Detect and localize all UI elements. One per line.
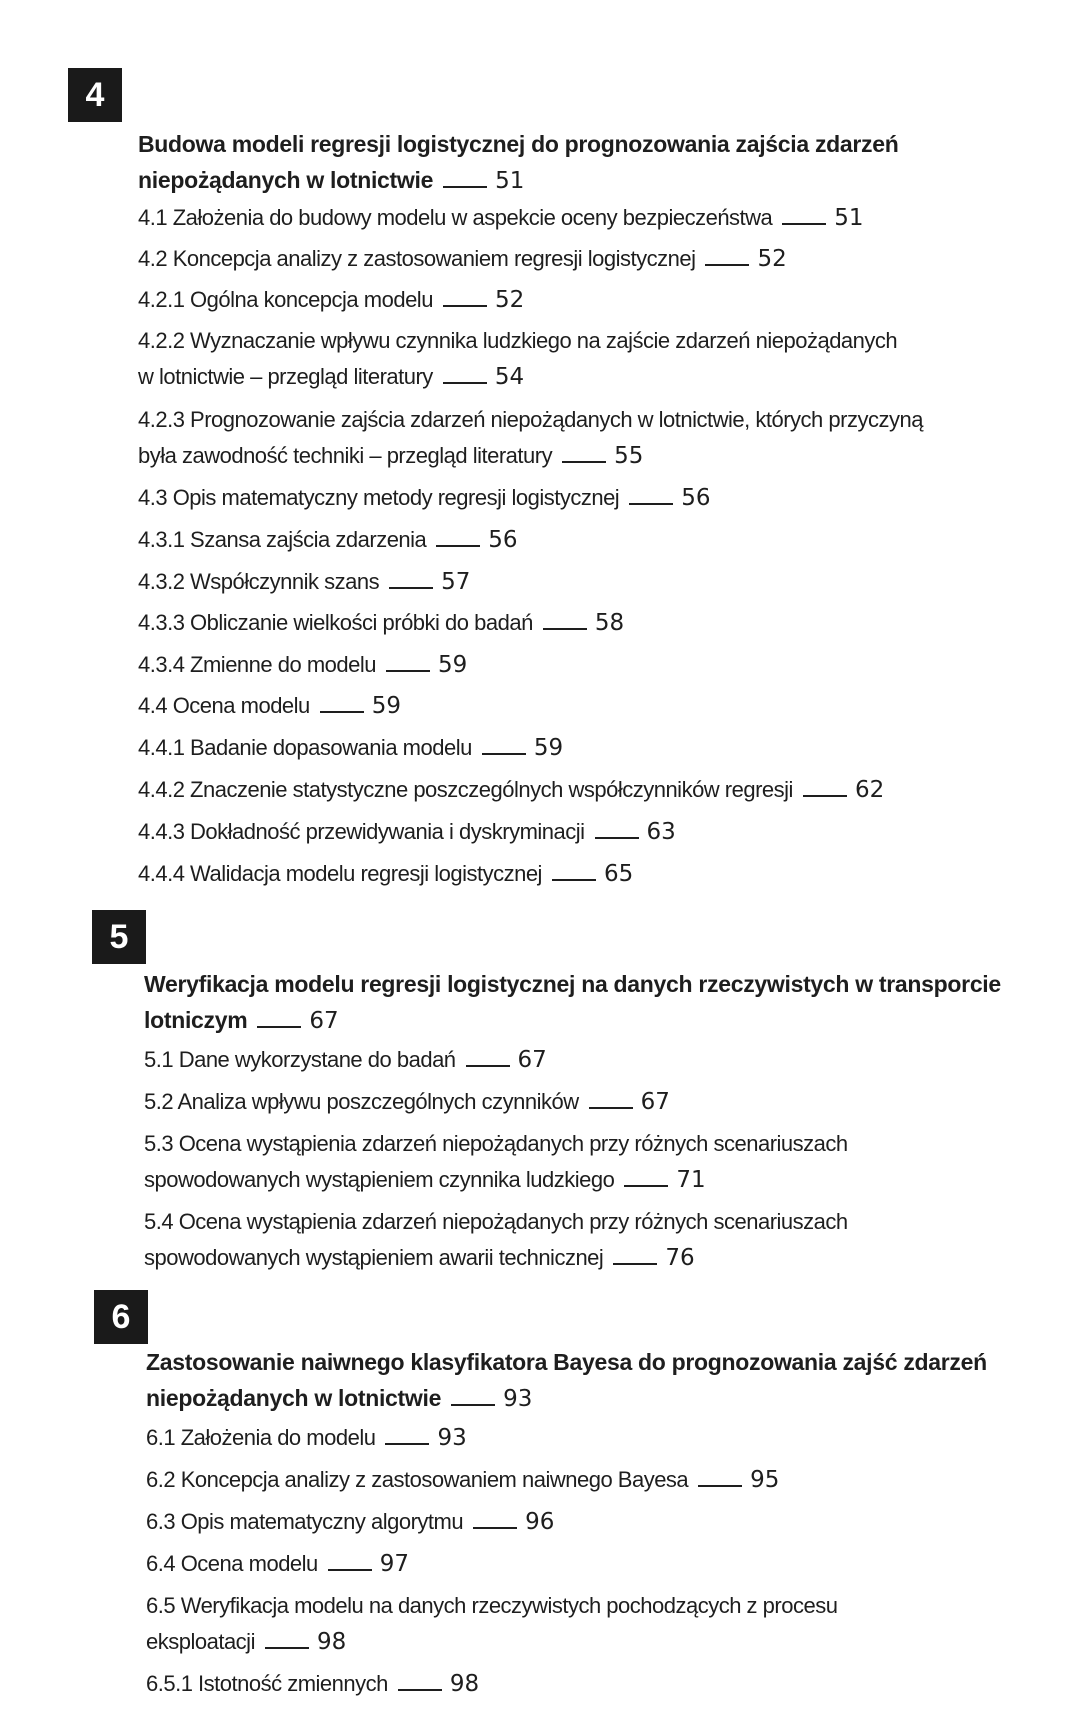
page-number: 67: [640, 1089, 670, 1115]
leader-dash: [265, 1646, 309, 1649]
toc-entry: [138, 688, 401, 724]
page-number: 51: [495, 168, 525, 194]
entry-title: 4.2.3 Prognozowanie zajścia zdarzeń niepożądanych w lotnictwie, których przyczyną: [138, 407, 923, 432]
page-number: 93: [437, 1425, 467, 1451]
entry-title: 4.3.4 Zmienne do modelu: [138, 652, 376, 677]
toc-entry: [138, 323, 897, 395]
page-number: 55: [614, 443, 644, 469]
leader-dash: [473, 1526, 517, 1529]
page-number: 93: [503, 1386, 533, 1412]
page-number: 63: [646, 819, 676, 845]
leader-dash: [589, 1106, 633, 1109]
page-number: 95: [750, 1467, 780, 1493]
heading-line: Budowa modeli regresji logistycznej do prognozowania zajścia zdarzeń: [138, 131, 899, 157]
leader-dash: [482, 752, 526, 755]
entry-title: 5.2 Analiza wpływu poszczególnych czynników: [144, 1089, 579, 1114]
leader-dash: [443, 185, 487, 188]
toc-entry: [138, 564, 470, 600]
page-number: 67: [517, 1047, 547, 1073]
leader-dash: [624, 1184, 668, 1187]
leader-dash: [443, 381, 487, 384]
entry-title: 4.3.2 Współczynnik szans: [138, 569, 380, 594]
toc-entry: [146, 1420, 467, 1456]
toc-entry: [138, 647, 467, 683]
chapter-6-badge: 6: [94, 1290, 148, 1344]
entry-title: 6.5.1 Istotność zmiennych: [146, 1671, 388, 1696]
leader-dash: [436, 544, 480, 547]
entry-title: spowodowanych wystąpieniem czynnika ludzkiego: [144, 1167, 615, 1192]
entry-title: 4.3.3 Obliczanie wielkości próbki do badań: [138, 610, 533, 635]
leader-dash: [257, 1025, 301, 1028]
entry-title: 4.2.1 Ogólna koncepcja modelu: [138, 287, 433, 312]
page-number: 76: [665, 1245, 695, 1271]
heading-line: lotniczym: [144, 1007, 248, 1033]
entry-title: 5.1 Dane wykorzystane do badań: [144, 1047, 456, 1072]
chapter-4-badge: 4: [68, 68, 122, 122]
toc-entry: [138, 200, 864, 236]
toc-entry: [138, 402, 923, 474]
entry-title: eksploatacji: [146, 1629, 255, 1654]
leader-dash: [782, 222, 826, 225]
entry-title: 4.4.2 Znaczenie statystyczne poszczególnych współczynników regresji: [138, 777, 793, 802]
leader-dash: [320, 710, 364, 713]
page-number: 56: [681, 485, 711, 511]
entry-title: w lotnictwie – przegląd literatury: [138, 364, 433, 389]
leader-dash: [629, 502, 673, 505]
toc-entry: [138, 522, 518, 558]
page-number: 71: [676, 1167, 706, 1193]
entry-title: 6.3 Opis matematyczny algorytmu: [146, 1509, 464, 1534]
leader-dash: [385, 1442, 429, 1445]
leader-dash: [705, 263, 749, 266]
leader-dash: [328, 1568, 372, 1571]
entry-title: 6.1 Założenia do modelu: [146, 1425, 376, 1450]
page-number: 58: [594, 610, 625, 636]
entry-title: 4.2 Koncepcja analizy z zastosowaniem regresji logistycznej: [138, 246, 696, 271]
toc-entry: [146, 1504, 554, 1540]
page-number: 52: [757, 246, 787, 272]
entry-title: 4.4.4 Walidacja modelu regresji logistycznej: [138, 861, 542, 886]
toc-entry: [144, 1084, 670, 1120]
toc-entry: [146, 1546, 409, 1582]
toc-entry: [138, 480, 710, 516]
chapter-5-badge: 5: [92, 910, 146, 964]
toc-entry: [138, 241, 787, 277]
entry-title: 6.4 Ocena modelu: [146, 1551, 318, 1576]
page-number: 54: [494, 364, 525, 390]
entry-title: 4.4.3 Dokładność przewidywania i dyskryminacji: [138, 819, 585, 844]
page-number: 65: [603, 861, 634, 887]
leader-dash: [595, 836, 639, 839]
toc-entry: [146, 1666, 479, 1702]
entry-title: 5.4 Ocena wystąpienia zdarzeń niepożądanych przy różnych scenariuszach: [144, 1209, 848, 1234]
toc-entry: [146, 1462, 779, 1498]
toc-entry: [146, 1588, 837, 1660]
page-number: 57: [441, 569, 471, 595]
heading-line: niepożądanych w lotnictwie: [138, 167, 434, 193]
page-number: 59: [533, 735, 564, 761]
heading-line: Zastosowanie naiwnego klasyfikatora Bayesa do prognozowania zajść zdarzeń: [146, 1349, 987, 1375]
chapter-4-heading: [138, 126, 898, 199]
leader-dash: [562, 460, 606, 463]
entry-title: była zawodność techniki – przegląd literatury: [138, 443, 553, 468]
leader-dash: [803, 794, 847, 797]
page-number: 52: [494, 287, 525, 313]
heading-line: niepożądanych w lotnictwie: [146, 1385, 442, 1411]
entry-title: 4.3.1 Szansa zajścia zdarzenia: [138, 527, 427, 552]
leader-dash: [389, 586, 433, 589]
entry-title: 5.3 Ocena wystąpienia zdarzeń niepożądanych przy różnych scenariuszach: [144, 1131, 848, 1156]
page-number: 59: [438, 652, 468, 678]
leader-dash: [398, 1688, 442, 1691]
leader-dash: [451, 1403, 495, 1406]
chapter-6-heading: [146, 1344, 987, 1417]
entry-title: 4.4.1 Badanie dopasowania modelu: [138, 735, 472, 760]
leader-dash: [552, 878, 596, 881]
leader-dash: [613, 1262, 657, 1265]
page-number: 62: [854, 777, 885, 803]
toc-entry: [138, 856, 633, 892]
leader-dash: [443, 304, 487, 307]
page-number: 96: [525, 1509, 555, 1535]
leader-dash: [386, 669, 430, 672]
toc-entry: [138, 605, 624, 641]
toc-entry: [144, 1126, 848, 1198]
toc-entry: [138, 730, 563, 766]
toc-entry: [138, 814, 676, 850]
leader-dash: [543, 627, 587, 630]
entry-title: 6.5 Weryfikacja modelu na danych rzeczywistych pochodzących z procesu: [146, 1593, 838, 1618]
page-number: 59: [371, 693, 402, 719]
page-number: 98: [449, 1671, 480, 1697]
entry-title: 4.3 Opis matematyczny metody regresji logistycznej: [138, 485, 620, 510]
chapter-5-heading: [144, 966, 1001, 1039]
toc-entry: [144, 1204, 848, 1276]
leader-dash: [466, 1064, 510, 1067]
entry-title: 6.2 Koncepcja analizy z zastosowaniem naiwnego Bayesa: [146, 1467, 689, 1492]
entry-title: 4.4 Ocena modelu: [138, 693, 310, 718]
entry-title: 4.1 Założenia do budowy modelu w aspekcie oceny bezpieczeństwa: [138, 205, 773, 230]
heading-line: Weryfikacja modelu regresji logistycznej na danych rzeczywistych w transporcie: [144, 971, 1001, 997]
leader-dash: [698, 1484, 742, 1487]
page-number: 51: [834, 205, 864, 231]
page-number: 97: [379, 1551, 410, 1577]
page-number: 67: [309, 1008, 339, 1034]
page-number: 98: [316, 1629, 347, 1655]
toc-entry: [138, 772, 884, 808]
toc-entry: [138, 282, 524, 318]
page-number: 56: [488, 527, 518, 553]
toc-entry: [144, 1042, 547, 1078]
entry-title: spowodowanych wystąpieniem awarii technicznej: [144, 1245, 604, 1270]
entry-title: 4.2.2 Wyznaczanie wpływu czynnika ludzkiego na zajście zdarzeń niepożądanych: [138, 328, 898, 353]
